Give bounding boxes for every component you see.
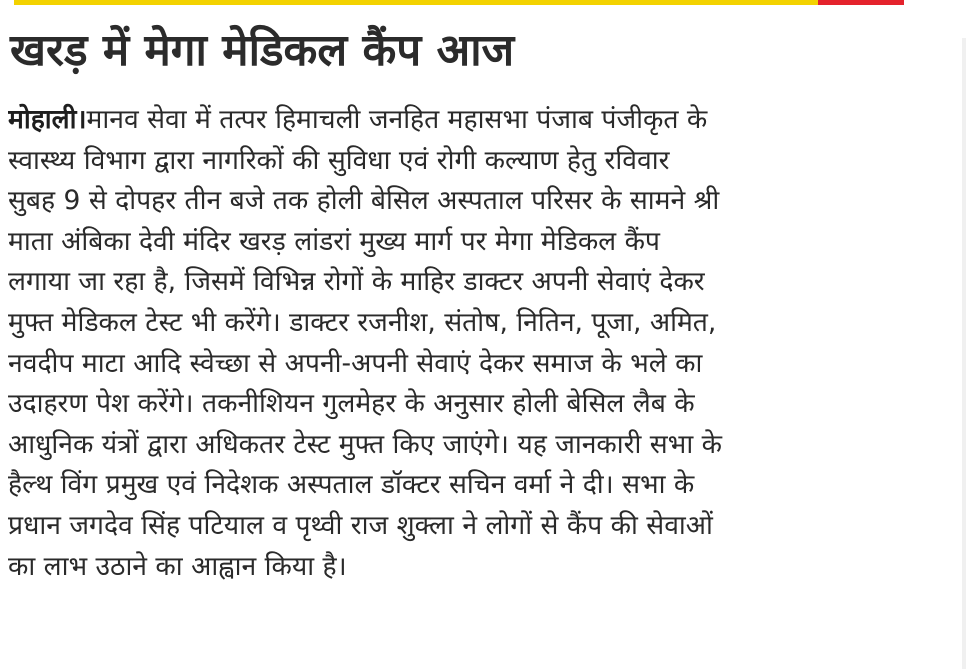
article-line: लगाया जा रहा है, जिसमें विभिन्न रोगों के माहिर डाक्टर अपनी सेवाएं देकर <box>8 266 705 298</box>
article-line: मुफ्त मेडिकल टेस्ट भी करेंगे। डाक्टर रजनीश, संतोष, नितिन, पूजा, अमित, <box>8 306 717 338</box>
article-line: सुबह 9 से दोपहर तीन बजे तक होली बेसिल अस्पताल परिसर के सामने श्री <box>8 185 720 217</box>
article-line: आधुनिक यंत्रों द्वारा अधिकतर टेस्ट मुफ्त किए जाएंगे। यह जानकारी सभा के <box>8 428 722 460</box>
article-line: स्वास्थ्य विभाग द्वारा नागरिकों की सुविधा एवं रोगी कल्याण हेतु रविवार <box>8 144 670 176</box>
headline: खरड़ में मेगा मेडिकल कैंप आज <box>10 25 515 76</box>
article-line: प्रधान जगदेव सिंह पटियाल व पृथ्वी राज शुक्ला ने लोगों से कैंप की सेवाओं <box>8 509 713 541</box>
dateline: मोहाली। <box>8 104 87 135</box>
article-line: नवदीप माटा आदि स्वेच्छा से अपनी-अपनी सेवाएं देकर समाज के भले का <box>8 347 703 379</box>
header-rule <box>14 0 904 5</box>
header-rule-accent <box>818 0 904 5</box>
article-line: का लाभ उठाने का आह्वान किया है। <box>8 550 347 582</box>
article-line: हैल्थ विंग प्रमुख एवं निदेशक अस्पताल डॉक्टर सचिन वर्मा ने दी। सभा के <box>8 469 695 501</box>
article-body <box>8 100 908 587</box>
article-line-1 <box>8 100 908 141</box>
page-edge-shadow <box>962 38 966 669</box>
article-line: माता अंबिका देवी मंदिर खरड़ लांडरां मुख्य मार्ग पर मेगा मेडिकल कैंप <box>8 225 660 257</box>
article-line-1-text: मानव सेवा में तत्पर हिमाचली जनहित महासभा पंजाब पंजीकृत के <box>86 104 708 135</box>
article-line: उदाहरण पेश करेंगे। तकनीशियन गुलमेहर के अनुसार होली बेसिल लैब के <box>8 388 695 420</box>
